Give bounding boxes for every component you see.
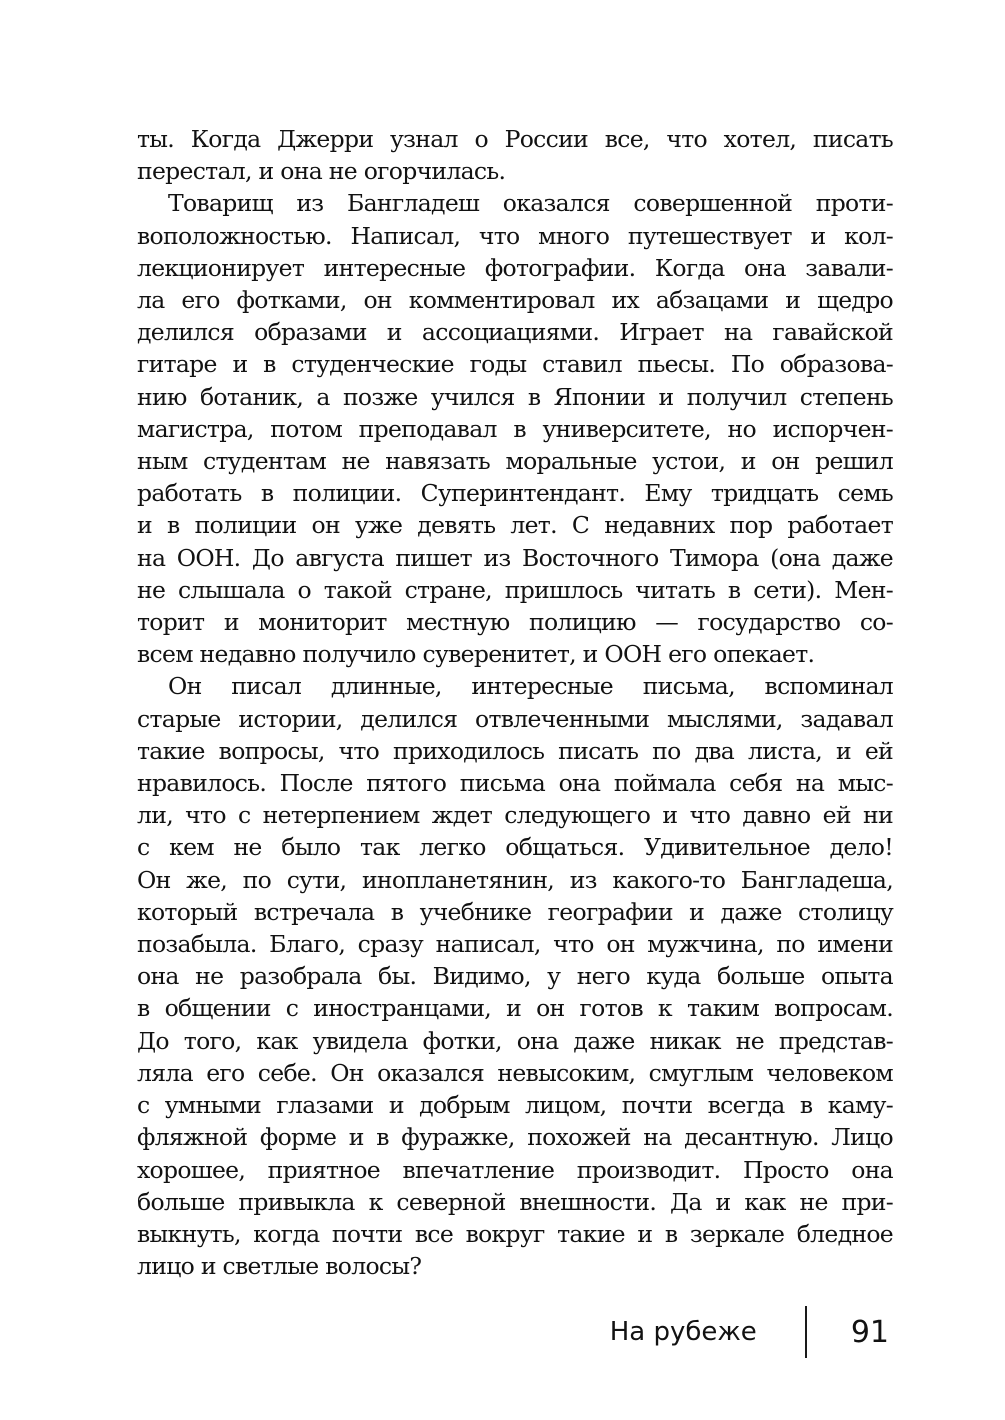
text-line: хорошее, приятное впечатление производит. Просто она xyxy=(137,1155,893,1184)
text-line: больше привыкла к северной внешности. Да и как не при- xyxy=(137,1187,893,1216)
text-line: нравилось. После пятого письма она поймала себя на мыс- xyxy=(137,769,893,798)
text-line: До того, как увидела фотки, она даже никак не представ- xyxy=(137,1026,893,1055)
text-line: нию ботаник, а позже учился в Японии и получил степень xyxy=(137,382,893,411)
text-line: Товарищ из Бангладеш оказался совершенной проти- xyxy=(168,189,893,218)
text-line: гитаре и в студенческие годы ставил пьесы. По образова- xyxy=(137,350,893,379)
text-line: с кем не было так легко общаться. Удивительное дело! xyxy=(137,833,893,862)
text-line: с умными глазами и добрым лицом, почти всегда в каму- xyxy=(137,1091,893,1120)
text-line: делился образами и ассоциациями. Играет на гавайской xyxy=(137,318,893,347)
text-line: Он же, по сути, инопланетянин, из какого-то Бангладеша, xyxy=(137,865,893,894)
text-line: в общении с иностранцами, и он готов к таким вопросам. xyxy=(137,994,893,1023)
text-line: позабыла. Благо, сразу написал, что он мужчина, по имени xyxy=(137,930,893,959)
text-line: такие вопросы, что приходилось писать по два листа, и ей xyxy=(137,736,893,765)
text-line: лекционирует интересные фотографии. Когда она завали- xyxy=(137,253,893,282)
text-line: торит и мониторит местную полицию — государство со- xyxy=(137,608,893,637)
text-line: ным студентам не навязать моральные устои, и он решил xyxy=(137,447,893,476)
text-line: ляла его себе. Он оказался невысоким, смуглым человеком xyxy=(137,1058,893,1087)
text-line: который встречала в учебнике географии и даже столицу xyxy=(137,897,893,926)
text-line: ла его фотками, он комментировал их абзацами и щедро xyxy=(137,286,893,315)
text-line: лицо и светлые волосы? xyxy=(137,1252,422,1281)
text-line: фляжной форме и в фуражке, похожей на десантную. Лицо xyxy=(137,1123,893,1152)
text-line: она не разобрала бы. Видимо, у него куда больше опыта xyxy=(137,962,893,991)
text-line: старые истории, делился отвлеченными мыслями, задавал xyxy=(137,704,893,733)
text-line: магистра, потом преподавал в университете, но испорчен- xyxy=(137,414,893,443)
text-line: и в полиции он уже девять лет. С недавних пор работает xyxy=(137,511,893,540)
text-line: всем недавно получило суверенитет, и ООН его опекает. xyxy=(137,640,815,669)
page-footer xyxy=(137,1306,893,1358)
footer-divider xyxy=(805,1306,807,1358)
text-line: ты. Когда Джерри узнал о России все, что хотел, писать xyxy=(137,125,893,153)
text-line: перестал, и она не огорчилась. xyxy=(137,157,506,186)
text-line: не слышала о такой стране, пришлось читать в сети). Мен- xyxy=(137,575,893,604)
text-line: Он писал длинные, интересные письма, вспоминал xyxy=(168,672,893,701)
page-text xyxy=(137,123,893,1282)
text-line: на ООН. До августа пишет из Восточного Тимора (она даже xyxy=(137,543,893,572)
page-number: 91 xyxy=(850,1314,889,1350)
text-line: работать в полиции. Суперинтендант. Ему тридцать семь xyxy=(137,479,893,508)
text-line: выкнуть, когда почти все вокруг такие и в зеркале бледное xyxy=(137,1219,893,1248)
text-line: ли, что с нетерпением ждет следующего и что давно ей ни xyxy=(137,801,893,830)
text-line: воположностью. Написал, что много путешествует и кол- xyxy=(137,221,893,250)
running-title: На рубеже xyxy=(609,1317,757,1347)
